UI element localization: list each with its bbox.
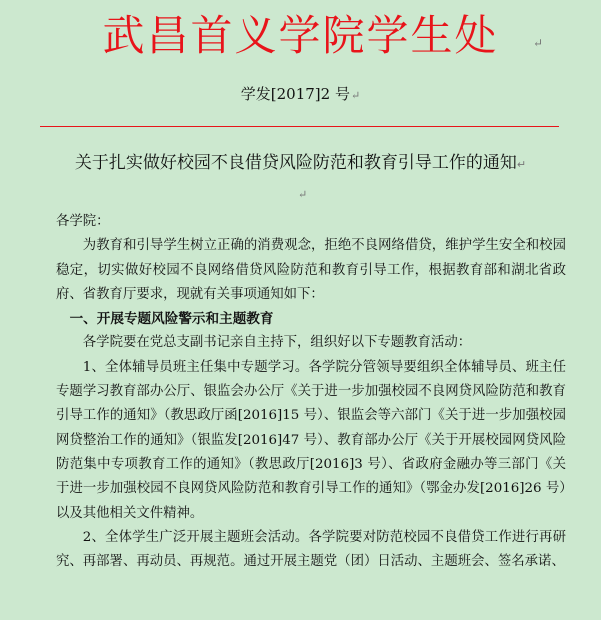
body-paragraph: 为教育和引导学生树立正确的消费观念，拒绝不良网络借贷，维护学生安全和校园稳定，切实做好校园不良网络借贷风险防范和教育引导工作，根据教育部和湖北省政府、省教育厅要求，现就有关事项通知如下： [56,238,566,302]
section-heading: 一、开展专题风险警示和主题教育 [69,311,274,328]
body-paragraph: 2、全体学生广泛开展主题班会活动。各学院要对防范校园不良借贷工作进行再研究、再部署、再动员、再规范。通过开展主题党（团）日活动、主题班会、签名承诺、 [56,529,566,570]
paragraph-mark-icon: ↵ [516,158,527,171]
notice-title: 关于扎实做好校园不良借贷风险防范和教育引导工作的通知 [74,153,517,173]
body-paragraph: 1、全体辅导员班主任集中专题学习。各学院分管领导要组织全体辅导员、班主任专题学习教育部办公厅、银监会办公厅《关于进一步加强校园不良网贷风险防范和教育引导工作的通知》（教思政厅函[2016]15 号）、银监会等六部门《关于进一步加强校园网贷整治工作的通知》（银监发[2016]47 号）、教育部办公厅《关于开展校园网贷风险防范集中专项教育工作的通知》（教思政厅[2016]3 号）、省政府金融办等三部门《关于进一步加强校园不良网贷风险防范和教育引导工作的通知》（鄂金办发[2016]26 号）以及其他相关文件精神。 [56,359,566,521]
document-body [56,210,566,574]
notice-title-line [0,150,601,178]
masthead-org-name: 武昌首义学院学生处 [102,11,499,60]
paragraph-mark-icon: ↵ [350,89,361,102]
salutation [56,210,566,234]
body-paragraph: 各学院要在党总支副书记亲自主持下，组织好以下专题教育活动： [82,335,472,351]
red-separator-line [40,126,559,127]
salutation-text: 各学院： [56,214,110,229]
document-number: 学发[2017]2 号 [240,85,350,103]
document-number-line [0,83,601,107]
paragraph-mark-icon: ↵ [298,188,308,201]
paragraph-mark-icon: ↵ [533,36,544,50]
